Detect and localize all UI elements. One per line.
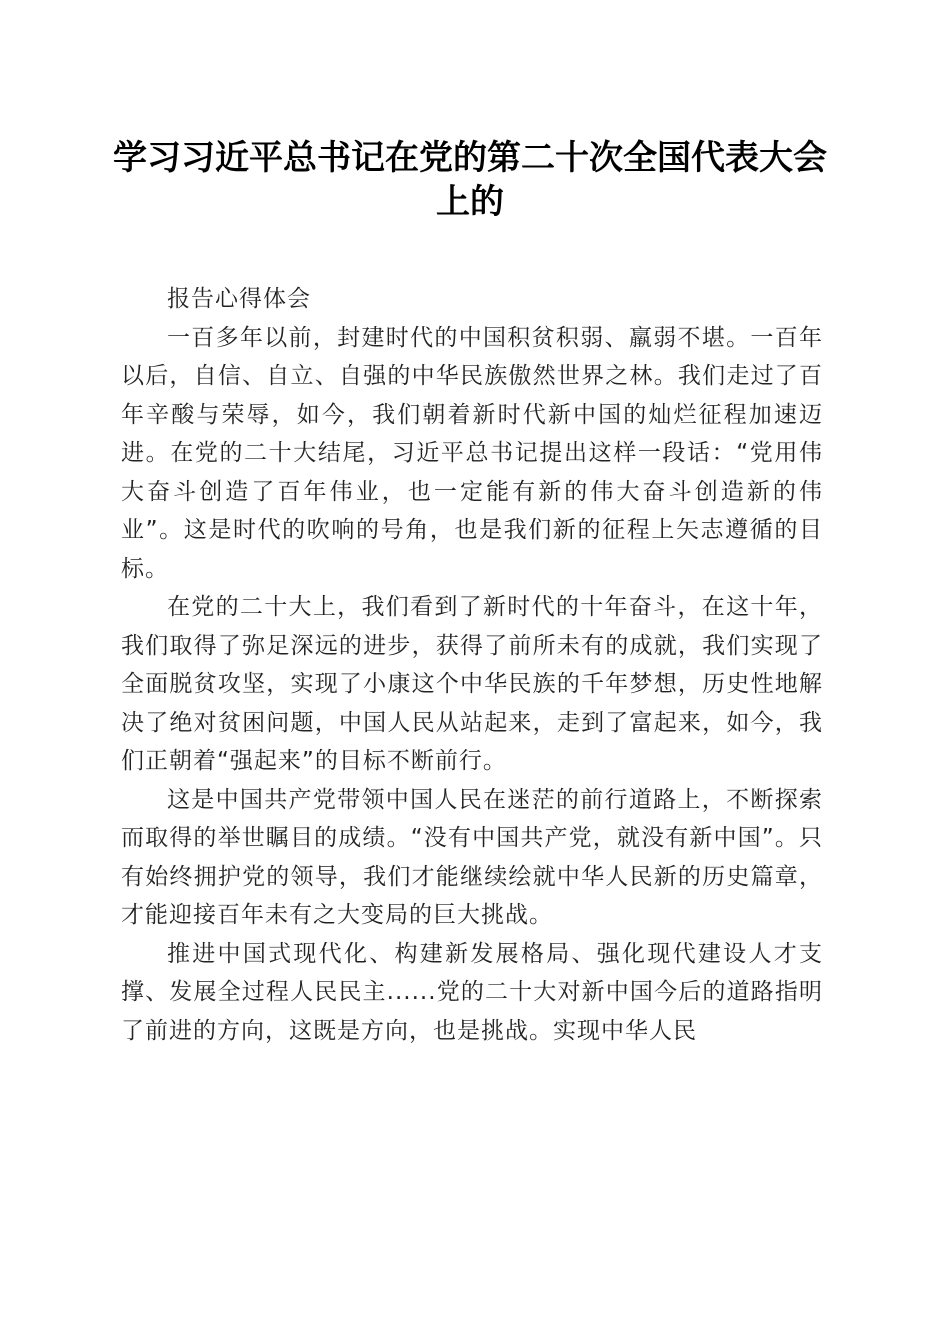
document-body (121, 280, 823, 1050)
paragraph: 在党的二十大上，我们看到了新时代的十年奋斗，在这十年，我们取得了弥足深远的进步，获得了前所未有的成就，我们实现了全面脱贫攻坚，实现了小康这个中华民族的千年梦想，历史性地解决了绝对贫困问题，中国人民从站起来，走到了富起来，如今，我们正朝着“强起来”的目标不断前行。 (121, 594, 823, 774)
document-title: 学习习近平总书记在党的第二十次全国代表大会上的 (113, 138, 827, 222)
paragraph: 这是中国共产党带领中国人民在迷茫的前行道路上，不断探索而取得的举世瞩目的成绩。“没有中国共产党，就没有新中国”。只有始终拥护党的领导，我们才能继续绘就中华人民新的历史篇章，才能迎接百年未有之大变局的巨大挑战。 (121, 786, 823, 928)
paragraph: 推进中国式现代化、构建新发展格局、强化现代建设人才支撑、发展全过程人民民主......党的二十大对新中国今后的道路指明了前进的方向，这既是方向，也是挑战。实现中华人民 (121, 940, 823, 1044)
paragraph-subtitle: 报告心得体会 (167, 286, 311, 312)
paragraph: 一百多年以前，封建时代的中国积贫积弱、羸弱不堪。一百年以后，自信、自立、自强的中华民族傲然世界之林。我们走过了百年辛酸与荣辱，如今，我们朝着新时代新中国的灿烂征程加速迈进。在党的二十大结尾，习近平总书记提出这样一段话：“党用伟大奋斗创造了百年伟业，也一定能有新的伟大奋斗创造新的伟业”。这是时代的吹响的号角，也是我们新的征程上矢志遵循的目标。 (121, 324, 823, 582)
